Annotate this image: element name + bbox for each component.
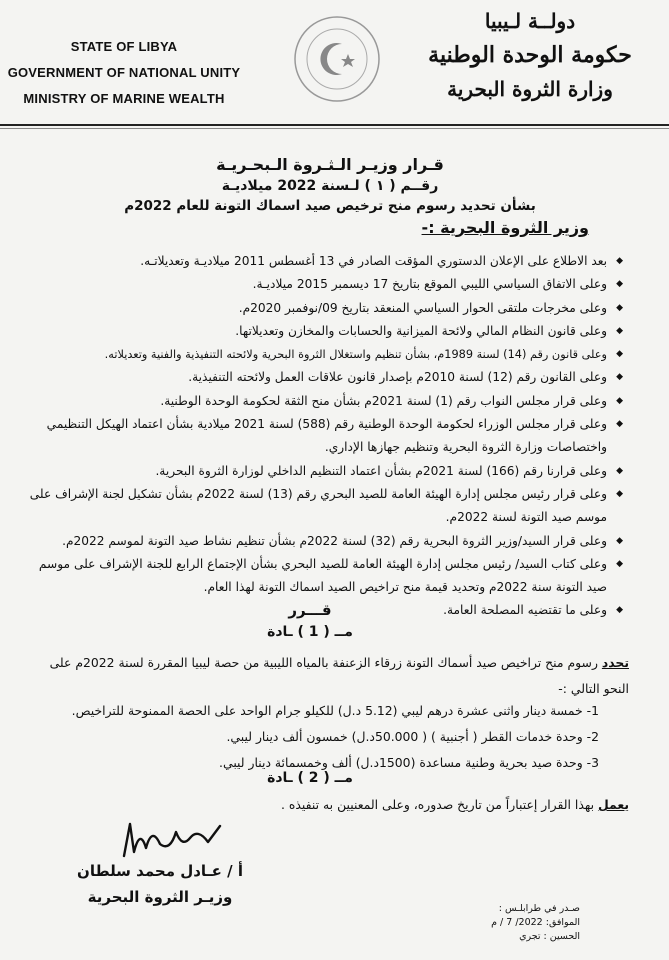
recital-item: ◆ وعلى قانون رقم (14) لسنة 1989م، بشأن تنظيم واستغلال الثروة البحرية ولائحته التنفيذية والفنية وتعديلاته. [23,343,623,366]
article-2-text: بهذا القرار إعتباراً من تاريخ صدوره، وعلى المعنيين به تنفيذه . [281,797,595,812]
header-divider [0,124,669,126]
signatory-name: أ / عـادل محمد سلطان [77,862,243,880]
letterhead-ministry: MINISTRY OF MARINE WEALTH [23,91,225,106]
letterhead-government: GOVERNMENT OF NATIONAL UNITY [7,65,241,80]
header-divider-thin [0,128,669,129]
recital-item: ◆ وعلى قرار السيد/وزير الثروة البحرية رقم (32) لسنة 2022م بشأن تنظيم نشاط صيد التونة لموسم 2022م. [23,530,623,553]
minister-heading: وزير الثروة البحرية :- [421,218,589,237]
recital-item: ◆ وعلى قانون النظام المالي ولائحة الميزانية والحسابات والمخازن وتعديلاتها. [23,320,623,343]
recital-item: ◆ وعلى كتاب السيد/ رئيس مجلس إدارة الهيئة العامة للصيد البحري بشأن الإجتماع الرابع للجنة الإشراف على موسم صيد التونة سنة 2022م وتحديد قيمة منح تراخيص الصيد اسماك التونة لهذا العام. [23,553,623,600]
fee-item: 1- خمسة دينار واثنى عشرة درهم ليبي (5.12 د.ل) للكيلو جرام الواحد على الحصة الممنوحة للتراخيص. [71,703,599,718]
signatory-block [60,858,260,910]
signatory-title: وزيـر الثروة البحرية [87,888,233,906]
article-2-heading: مــ ( 2 ) ـادة [267,770,353,786]
recital-item: ◆ وعلى الاتفاق السياسي الليبي الموقع بتاريخ 17 ديسمبر 2015 ميلاديـة. [23,273,623,296]
article-2-lead: يعمل [597,797,629,812]
recital-item: ◆ وعلى قرار مجلس الوزراء لحكومة الوحدة الوطنية رقم (588) لسنة 2021 ميلادية بشأن اعتماد الهيكل التنظيمي واختصاصات وزارة الثروة البحرية وتنظيم جهازها الإداري. [23,413,623,460]
recital-item: ◆ بعد الاطلاع على الإعلان الدستوري المؤقت الصادر في 13 أغسطس 2011 ميلاديـة وتعديلاتـه. [23,250,623,273]
decision-heading: قـــرر [288,601,332,619]
issue-info [440,902,580,944]
decree-title: قـرار وزيـر الـثـروة الـبحـريـة [216,155,444,174]
decree-number: رقــم ( ١ ) لـسنة 2022 ميلاديـة [221,178,439,194]
article-1-heading: مــ ( 1 ) ـادة [267,624,353,640]
recital-item: ◆ وعلى مخرجات ملتقى الحوار السياسي المنعقد بتاريخ 09/نوفمبر 2020م. [23,297,623,320]
letterhead-english [6,34,242,112]
article-2-body [69,794,629,816]
issue-place: صـدر في طرابلـس : [498,903,580,914]
recital-item: ◆ وعلى القانون رقم (12) لسنة 2010م بإصدار قانون علاقات العمل ولائحته التنفيذية. [23,366,623,389]
letterhead-ar-state: دولــة لـيبيا [484,9,576,33]
recital-item: ◆ وعلى قرار مجلس النواب رقم (1) لسنة 2021م بشأن منح الثقة لحكومة الوحدة الوطنية. [23,390,623,413]
recital-item: ◆ وعلى قرار رئيس مجلس إدارة الهيئة العامة للصيد البحري رقم (13) لسنة 2022م بشأن تشكيل لجنة الإشراف على موسم صيد التونة لسنة 2022م. [23,483,623,530]
letterhead-state: STATE OF LIBYA [70,39,178,54]
letterhead-ar-government: حكومة الوحدة الوطنية [428,42,632,68]
article-1-text: رسوم منح تراخيص صيد أسماك التونة زرقاء الزعنفة بالمياه الليبية من حصة ليبيا المقررة لسنة 2022م على النحو التالي :- [49,655,629,696]
article-1-lead: تحدد [601,655,629,670]
handwritten-signature-icon [116,818,226,862]
issue-hijri: الحسين : تجري [519,931,580,942]
decree-titles [120,154,540,216]
government-seal-icon [292,14,382,104]
fee-item: 2- وحدة خدمات القطر ( أجنبية ) ( 50.000د.ل) خمسون ألف دينار ليبي. [226,729,599,744]
letterhead-ar-ministry: وزارة الثروة البحرية [447,77,613,101]
fee-item: 3- وحدة صيد بحرية وطنية مساعدة (1500د.ل) ألف وخمسمائة دينار ليبي. [219,755,599,770]
decree-subject: بشأن تحديد رسوم منح ترخيص صيد اسماك التونة للعام 2022م [124,198,536,214]
issue-date: الموافق: 2022/ 7 / م [491,917,580,928]
fee-items-list [39,698,599,776]
letterhead-arabic [405,4,655,106]
recital-item: ◆ وعلى قرارنا رقم (166) لسنة 2021م بشأن اعتماد التنظيم الداخلي لوزارة الثروة البحرية. [23,460,623,483]
article-1-body [29,650,629,702]
recital-item: ◆ وعلى ما تقتضيه المصلحة العامة. [23,599,623,622]
recitals-list [23,250,623,623]
